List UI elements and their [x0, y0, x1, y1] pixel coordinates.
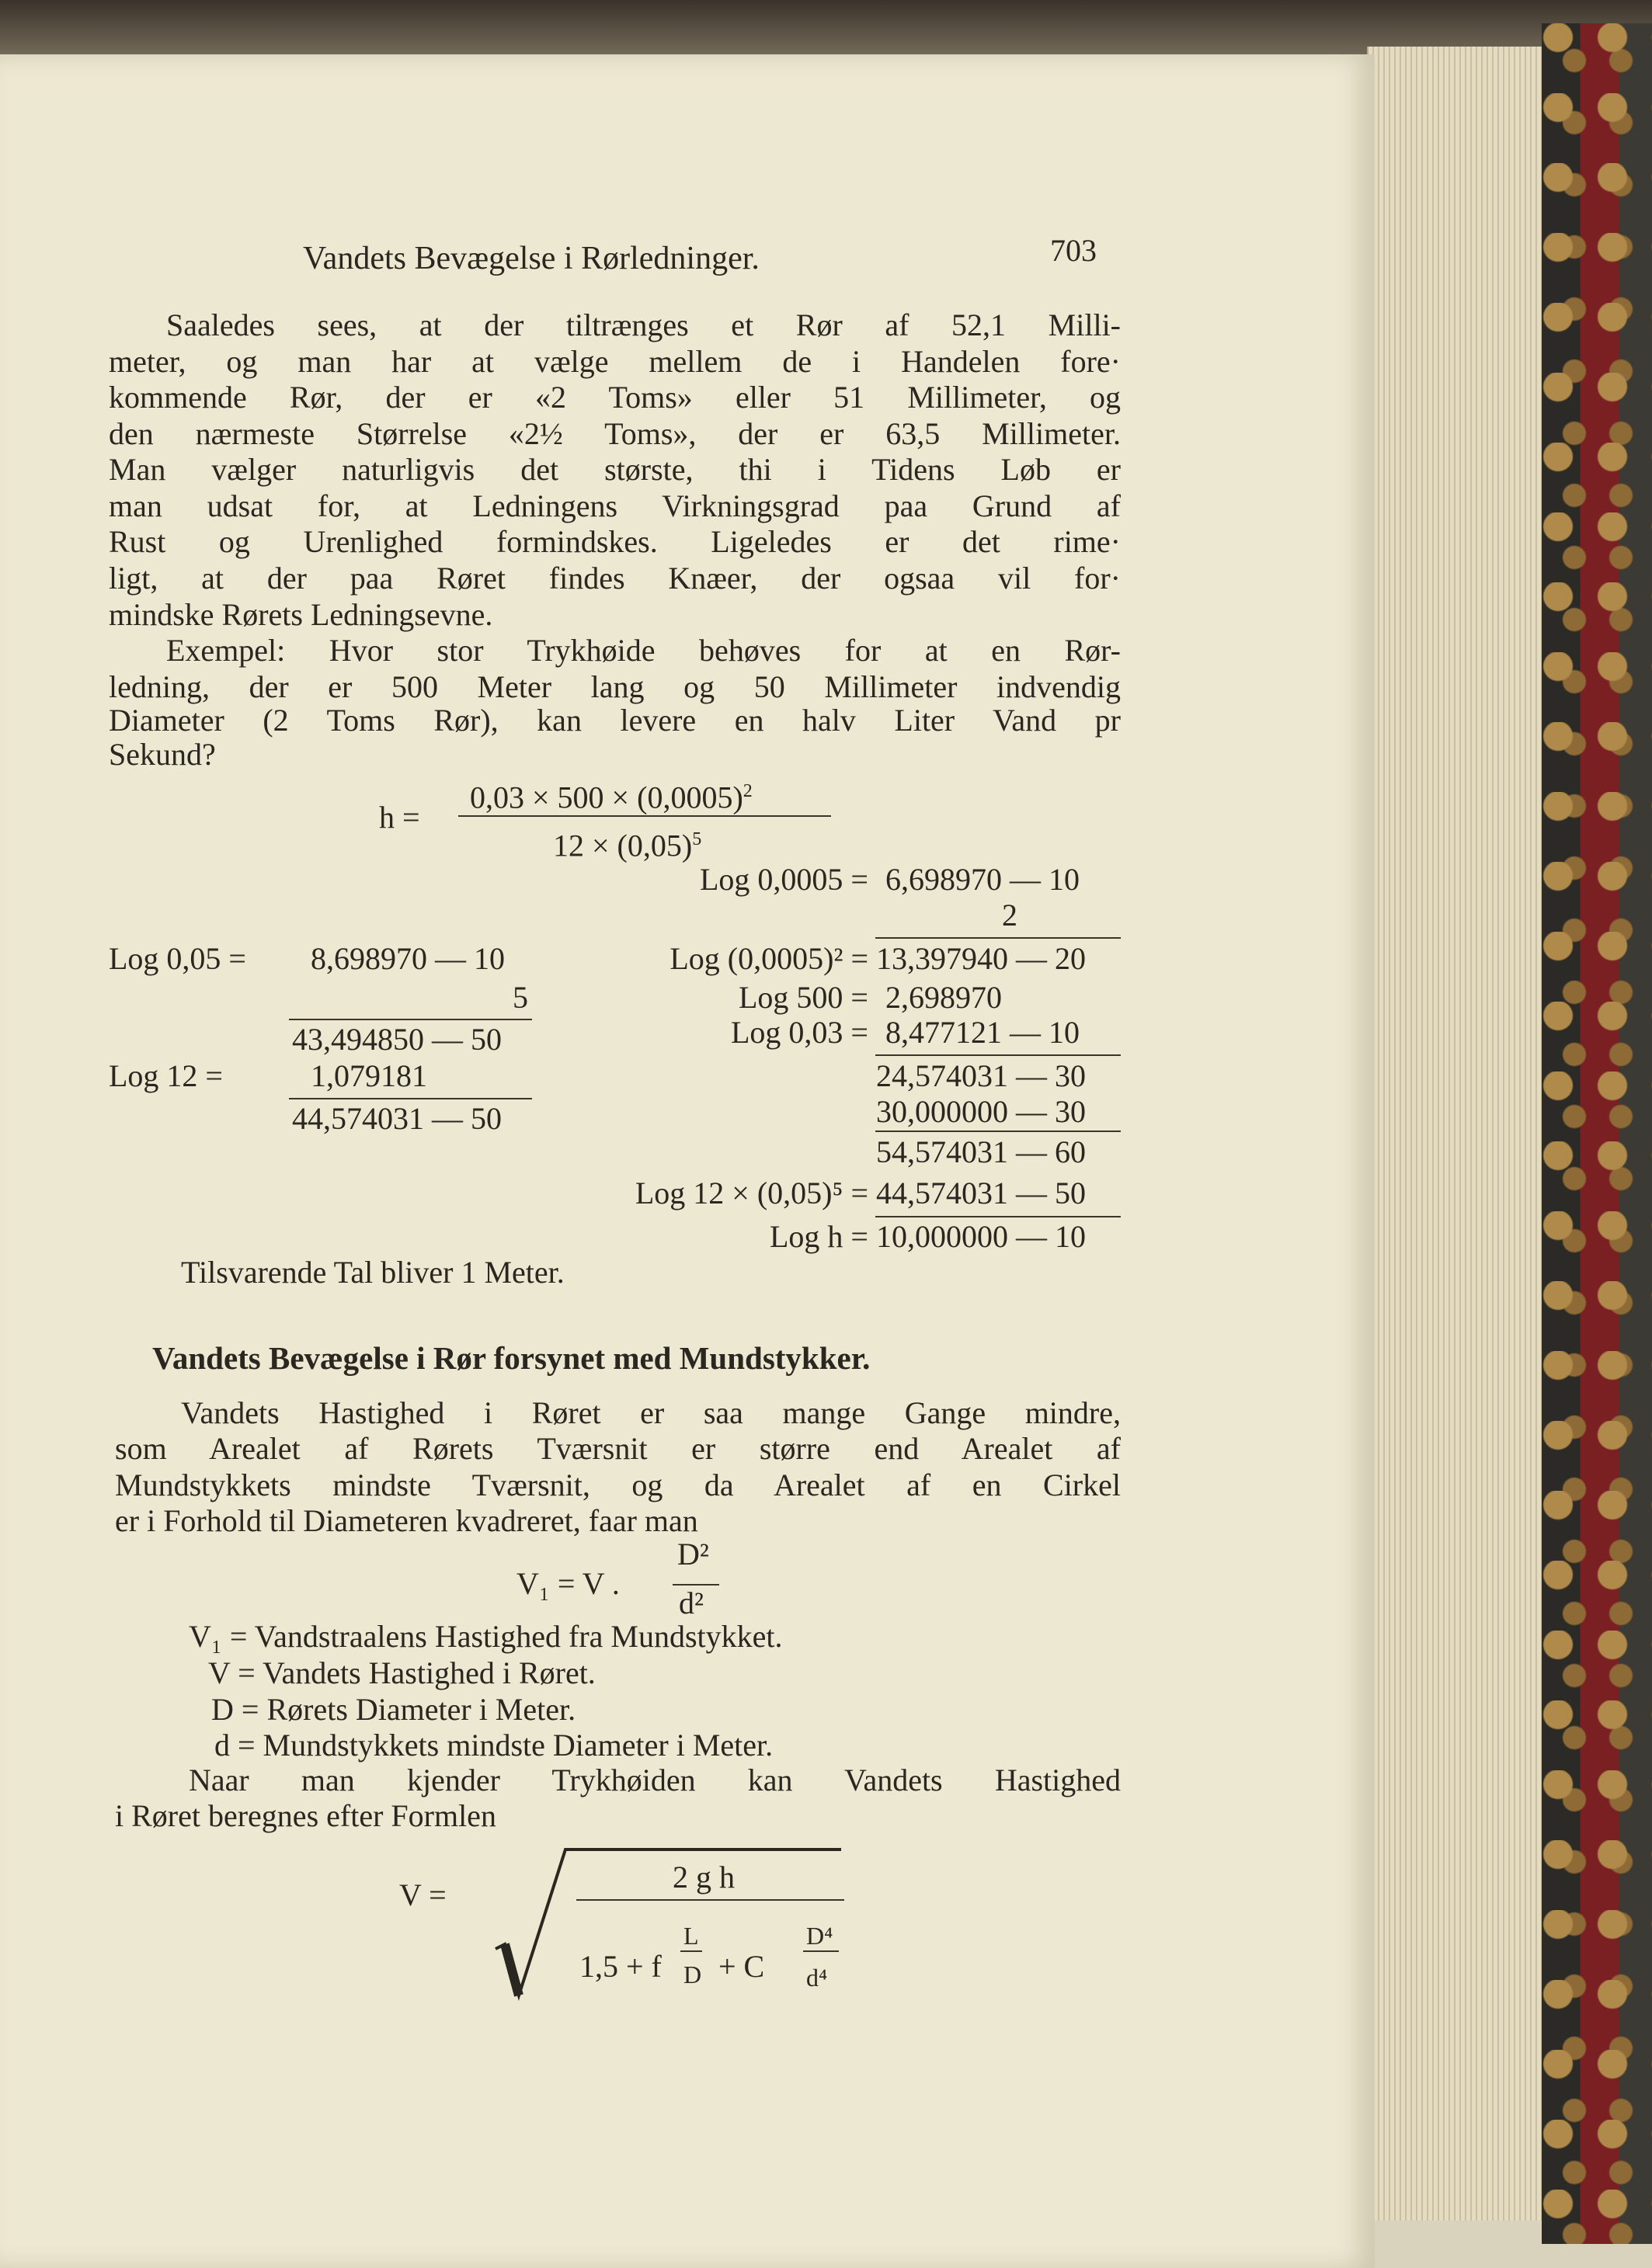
text-line: Saaledes sees, at der tiltrænges et Rør af 52,1 Milli-: [166, 307, 1121, 342]
multiplier: 5: [513, 980, 528, 1015]
formula-lhs: h =: [379, 800, 420, 835]
log-value: 6,698970 — 10: [885, 862, 1080, 897]
log-value: 44,574031 — 50: [876, 1176, 1086, 1210]
multiplier: 2: [1002, 898, 1017, 933]
text-line: mindske Rørets Ledningsevne.: [109, 597, 493, 632]
log-value: 2,698970: [885, 980, 1002, 1015]
fraction-denominator: D: [683, 1961, 702, 1988]
formula-denominator: d²: [679, 1586, 704, 1620]
log-value: 10,000000 — 10: [876, 1219, 1086, 1254]
fraction-bar: [803, 1950, 839, 1952]
log-value: 13,397940 — 20: [876, 941, 1086, 976]
fraction-denominator: d⁴: [806, 1964, 828, 1992]
formula-term: + C: [718, 1949, 765, 1984]
square-root-icon: [488, 1848, 845, 2003]
sum-line: [875, 1216, 1121, 1217]
fraction-bar: [576, 1899, 844, 1901]
sum-line: [875, 1054, 1121, 1056]
result-text: Tilsvarende Tal bliver 1 Meter.: [181, 1255, 565, 1290]
log-value: 8,477121 — 10: [885, 1015, 1080, 1050]
definition-line: V₁ = Vandstraalens Hastighed fra Mundstykket.: [189, 1619, 783, 1654]
sum-line: [875, 937, 1121, 939]
log-value: 44,574031 — 50: [292, 1101, 502, 1136]
running-header: Vandets Bevægelse i Rørledninger.: [303, 241, 760, 276]
marbled-edge: [1542, 23, 1652, 2244]
log-label: Log 0,05 =: [109, 941, 246, 976]
log-value: 43,494850 — 50: [292, 1022, 502, 1057]
formula-numerator: D²: [677, 1537, 709, 1572]
text-line: ligt, at der paa Røret findes Knæer, der ogsaa vil for·: [109, 561, 1121, 596]
text-line: Naar man kjender Trykhøiden kan Vandets Hastighed: [189, 1763, 1121, 1797]
log-value: 8,698970 — 10: [311, 941, 505, 976]
text-line: Man vælger naturligvis det største, thi i Tidens Løb er: [109, 452, 1121, 487]
fraction-numerator: D⁴: [806, 1922, 833, 1950]
log-value: 1,079181: [311, 1058, 427, 1093]
text-line: den nærmeste Størrelse «2½ Toms», der er 63,5 Millimeter.: [109, 416, 1121, 451]
formula-numerator: 2 g h: [673, 1860, 735, 1895]
log-label: Log 500 =: [739, 980, 868, 1015]
log-label: Log h =: [770, 1219, 868, 1254]
text-line: kommende Rør, der er «2 Toms» eller 51 Millimeter, og: [109, 380, 1121, 415]
definition-line: d = Mundstykkets mindste Diameter i Meter.: [214, 1728, 774, 1763]
text-line: Sekund?: [109, 737, 216, 772]
text-line: Vandets Hastighed i Røret er saa mange Gange mindre,: [181, 1395, 1121, 1430]
fraction-bar: [680, 1950, 702, 1952]
log-value: 54,574031 — 60: [876, 1134, 1086, 1169]
log-label: Log 12 × (0,05)⁵ =: [635, 1176, 868, 1210]
text-line: Diameter (2 Toms Rør), kan levere en halv Liter Vand pr: [109, 703, 1121, 738]
text-line: meter, og man har at vælge mellem de i Handelen fore·: [109, 344, 1121, 379]
log-value: 24,574031 — 30: [876, 1058, 1086, 1093]
definition-line: D = Rørets Diameter i Meter.: [211, 1692, 576, 1727]
text-line: i Røret beregnes efter Formlen: [115, 1798, 496, 1833]
log-label: Log 0,0005 =: [700, 862, 868, 897]
text-line: man udsat for, at Ledningens Virkningsgrad paa Grund af: [109, 488, 1121, 523]
log-label: Log 0,03 =: [731, 1015, 868, 1050]
definition-line: V = Vandets Hastighed i Røret.: [208, 1655, 596, 1690]
text-line: Exempel: Hvor stor Trykhøide behøves for at en Rør-: [166, 633, 1121, 668]
sum-line: [289, 1098, 532, 1099]
formula-numerator: $0,03 \times 500 \times (0,0005)^2$: [470, 780, 753, 815]
formula-lhs: V₁ = V .: [516, 1566, 620, 1601]
formula-lhs: V =: [399, 1877, 447, 1912]
sum-line: [875, 1131, 1121, 1132]
text-line: er i Forhold til Diameteren kvadreret, faar man: [115, 1503, 698, 1538]
section-heading: Vandets Bevægelse i Rør forsynet med Mundstykker.: [152, 1340, 871, 1376]
page-number: 703: [1050, 233, 1097, 268]
text-line: som Arealet af Rørets Tværsnit er større end Arealet af: [115, 1431, 1121, 1466]
log-label: Log 12 =: [109, 1058, 223, 1093]
formula-denominator: $12 \times (0,05)^5$: [553, 828, 702, 863]
log-label: Log (0,0005)² =: [669, 941, 868, 976]
fraction-numerator: L: [683, 1922, 699, 1950]
page-edges: [1367, 47, 1543, 2221]
sum-line: [289, 1019, 532, 1020]
log-value: 30,000000 — 30: [876, 1094, 1086, 1129]
text-line: Rust og Urenlighed formindskes. Ligeledes er det rime·: [109, 524, 1121, 559]
fraction-bar: [458, 815, 831, 817]
text-line: Mundstykkets mindste Tværsnit, og da Arealet af en Cirkel: [115, 1467, 1121, 1502]
text-line: ledning, der er 500 Meter lang og 50 Millimeter indvendig: [109, 669, 1121, 704]
formula-denominator: 1,5 + f: [579, 1949, 662, 1984]
